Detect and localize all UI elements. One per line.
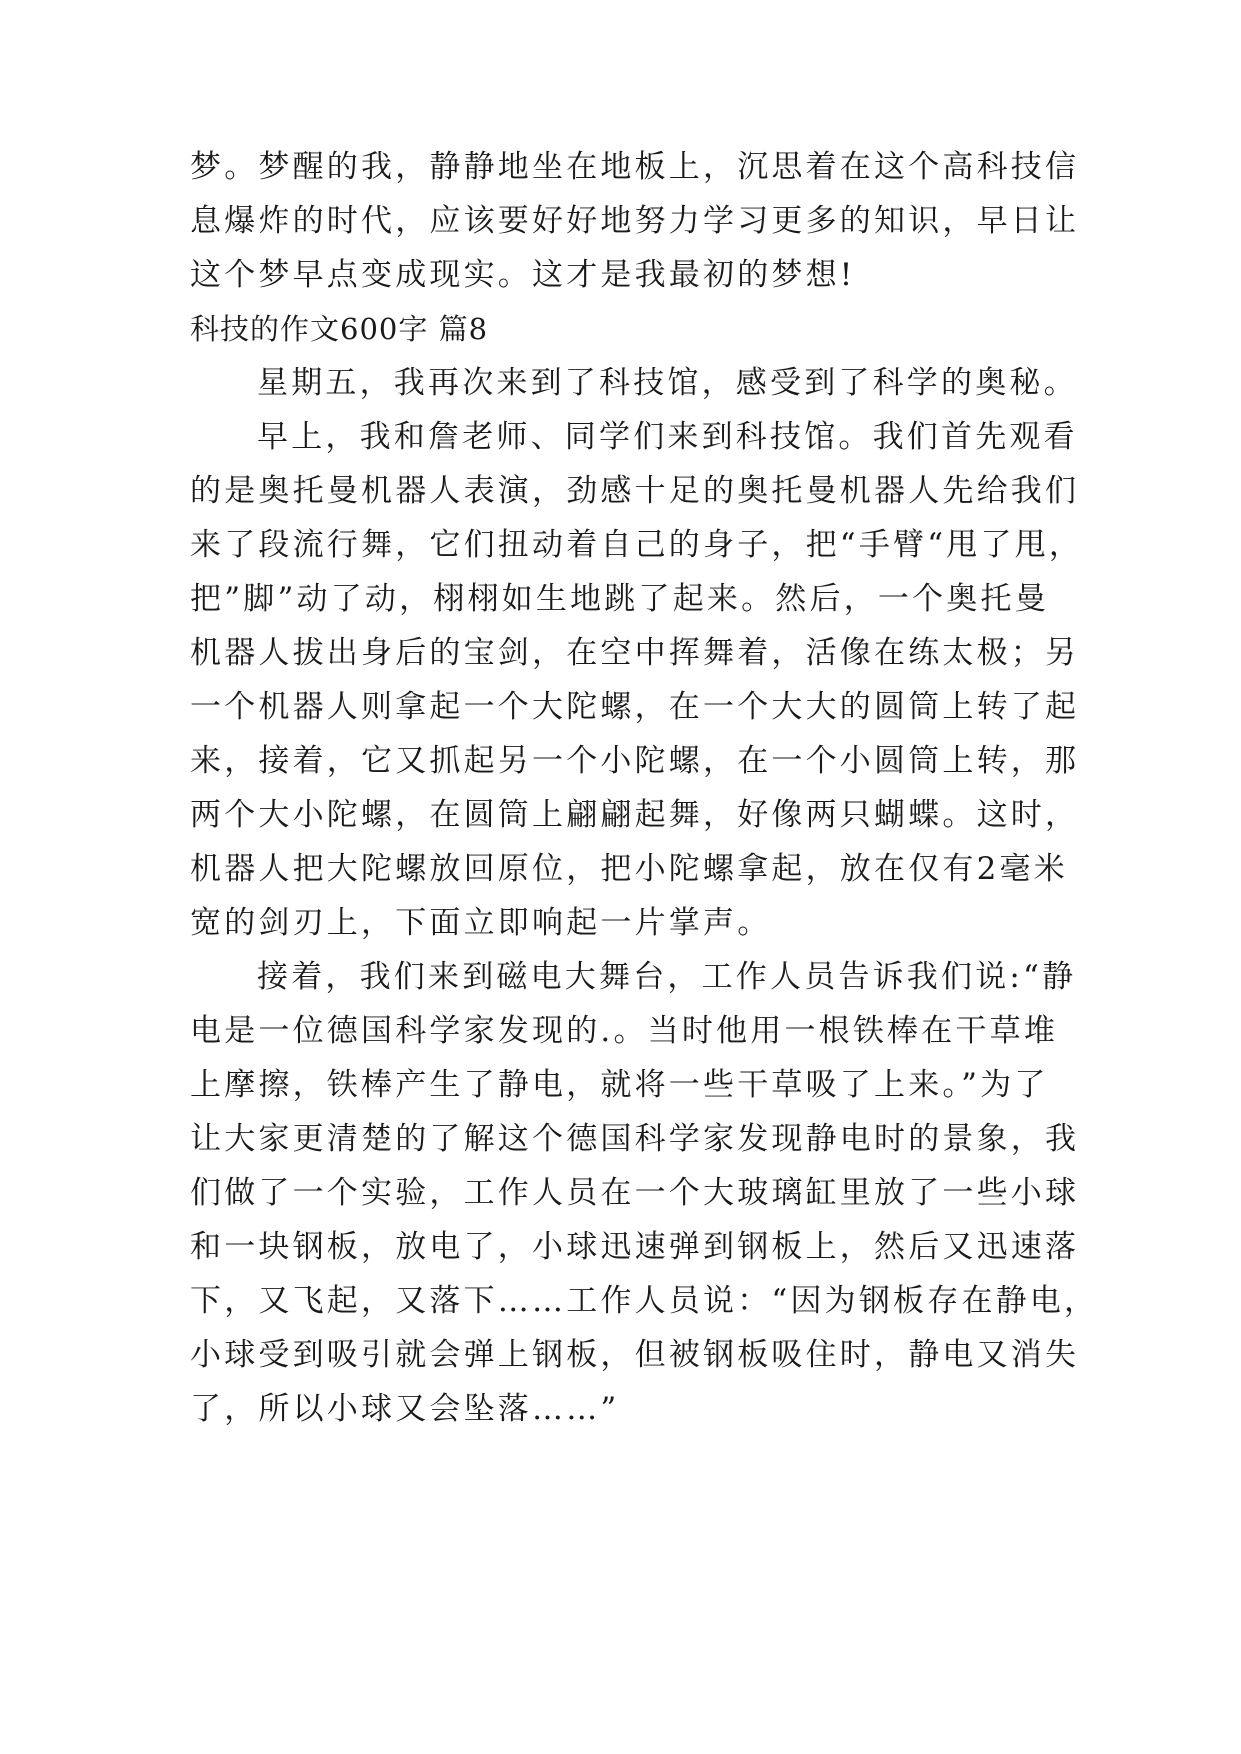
text-line: 机器人把大陀螺放回原位，把小陀螺拿起，放在仅有2毫米 xyxy=(190,851,1068,887)
paragraph-first-line: 星期五，我再次来到了科技馆，感受到了科学的奥秘。 xyxy=(257,365,1078,401)
text-line: 让大家更清楚的了解这个德国科学家发现静电时的景象，我 xyxy=(190,1121,1080,1157)
text-line: 一个机器人则拿起一个大陀螺，在一个大大的圆筒上转了起 xyxy=(190,689,1080,725)
text-line: 上摩擦，铁棒产生了静电，就将一些干草吸了上来。”为了 xyxy=(190,1067,1049,1103)
paragraph-first-line: 接着，我们来到磁电大舞台，工作人员告诉我们说:“静 xyxy=(257,959,1077,995)
text-line: 下，又飞起，又落下……工作人员说：“因为钢板存在静电， xyxy=(190,1283,1099,1319)
text-line: 的是奥托曼机器人表演，劲感十足的奥托曼机器人先给我们 xyxy=(190,473,1080,509)
text-line: 和一块钢板，放电了，小球迅速弹到钢板上，然后又迅速落 xyxy=(190,1229,1080,1265)
text-line: 小球受到吸引就会弹上钢板，但被钢板吸住时，静电又消失 xyxy=(190,1337,1080,1373)
text-line: 息爆炸的时代，应该要好好地努力学习更多的知识，早日让 xyxy=(190,203,1080,239)
text-line: 把”脚”动了动，栩栩如生地跳了起来。然后，一个奥托曼 xyxy=(190,581,1049,617)
text-line: 梦。梦醒的我，静静地坐在地板上，沉思着在这个高科技信 xyxy=(190,149,1080,185)
text-line: 这个梦早点变成现实。这才是我最初的梦想! xyxy=(190,257,856,293)
text-line: 们做了一个实验，工作人员在一个大玻璃缸里放了一些小球 xyxy=(190,1175,1080,1211)
text-line: 宽的剑刃上，下面立即响起一片掌声。 xyxy=(190,905,772,941)
text-line: 两个大小陀螺，在圆筒上翩翩起舞，好像两只蝴蝶。这时， xyxy=(190,797,1080,833)
section-heading: 科技的作文600字 篇8 xyxy=(190,312,489,346)
text-line: 机器人拔出身后的宝剑，在空中挥舞着，活像在练太极；另 xyxy=(190,635,1080,671)
text-line: 来了段流行舞，它们扭动着自己的身子，把“手臂“甩了甩， xyxy=(190,527,1084,563)
text-line: 来，接着，它又抓起另一个小陀螺，在一个小圆筒上转，那 xyxy=(190,743,1080,779)
text-line: 了，所以小球又会坠落……” xyxy=(190,1391,620,1427)
text-line: 电是一位德国科学家发现的.。当时他用一根铁棒在干草堆 xyxy=(190,1013,1059,1049)
paragraph-first-line: 早上，我和詹老师、同学们来到科技馆。我们首先观看 xyxy=(257,419,1078,455)
